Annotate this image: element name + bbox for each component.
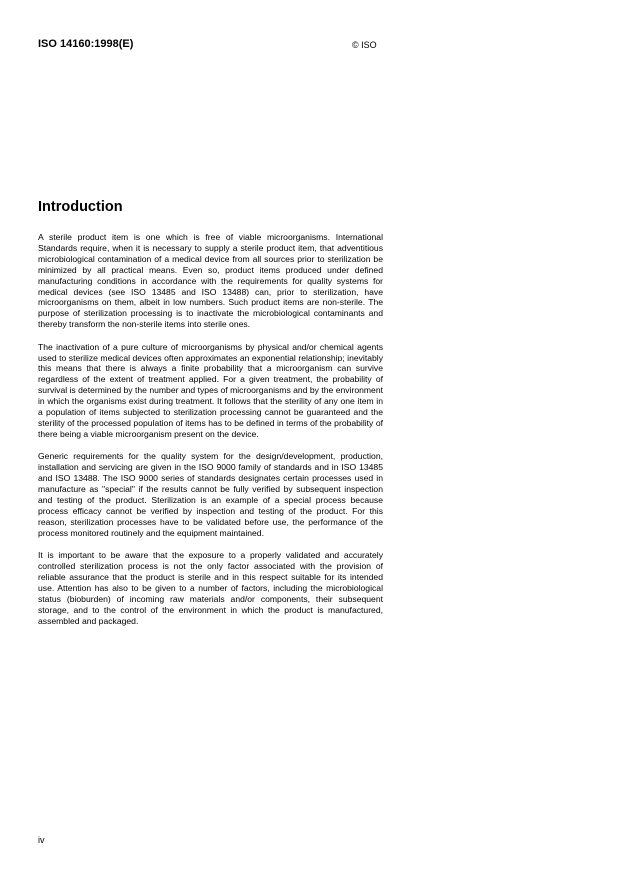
page-number: iv xyxy=(38,835,45,845)
paragraph-3: Generic requirements for the quality system for the design/development, production, installation and servicing are given in the ISO 9000 family of standards and in ISO 13485 and ISO 13488. The ISO 9000 series of standards designates certain processes used in manufacture as "special" if the results cannot be fully verified by subsequent inspection and testing of the product. Sterilization is an example of a special process because process efficacy cannot be verified by inspection and testing of the product. For this reason, sterilization processes have to be validated before use, the performance of the process monitored routinely and the equipment maintained. xyxy=(38,451,383,538)
body-text xyxy=(38,232,383,638)
section-title: Introduction xyxy=(38,199,123,215)
paragraph-4: It is important to be aware that the exposure to a properly validated and accurately controlled sterilization process is not the only factor associated with the provision of reliable assurance that the product is sterile and in this respect suitable for its intended use. Attention has also to be given to a number of factors, including the microbiological status (bioburden) of incoming raw materials and/or components, their subsequent storage, and to the control of the environment in which the product is manufactured, assembled and packaged. xyxy=(38,550,383,626)
standard-id: ISO 14160:1998(E) xyxy=(38,38,134,50)
paragraph-2: The inactivation of a pure culture of microorganisms by physical and/or chemical agents used to sterilize medical devices often approximates an exponential relationship; inevitably this means that there is always a finite probability that a microorganism can survive regardless of the extent of treatment applied. For a given treatment, the probability of survival is determined by the number and types of microorganisms and by the environment in which the organisms exist during treatment. It follows that the sterility of any one item in a population of items subjected to sterilization processing cannot be guaranteed and the sterility of the processed population of items has to be defined in terms of the probability of there being a viable microorganism present on the device. xyxy=(38,341,383,439)
paragraph-1: A sterile product item is one which is free of viable microorganisms. International Standards require, when it is necessary to supply a sterile product item, that adventitious microbiological contamination of a medical device from all sources prior to sterilization be minimized by all practical means. Even so, product items produced under defined manufacturing conditions in accordance with the requirements for quality systems for medical devices (see ISO 13485 and ISO 13488) can, prior to sterilization, have microorganisms on them, albeit in low numbers. Such product items are non-sterile. The purpose of sterilization processing is to inactivate the microbiological contaminants and thereby transform the non-sterile items into sterile ones. xyxy=(38,232,383,330)
copyright-notice: © ISO xyxy=(352,40,377,50)
